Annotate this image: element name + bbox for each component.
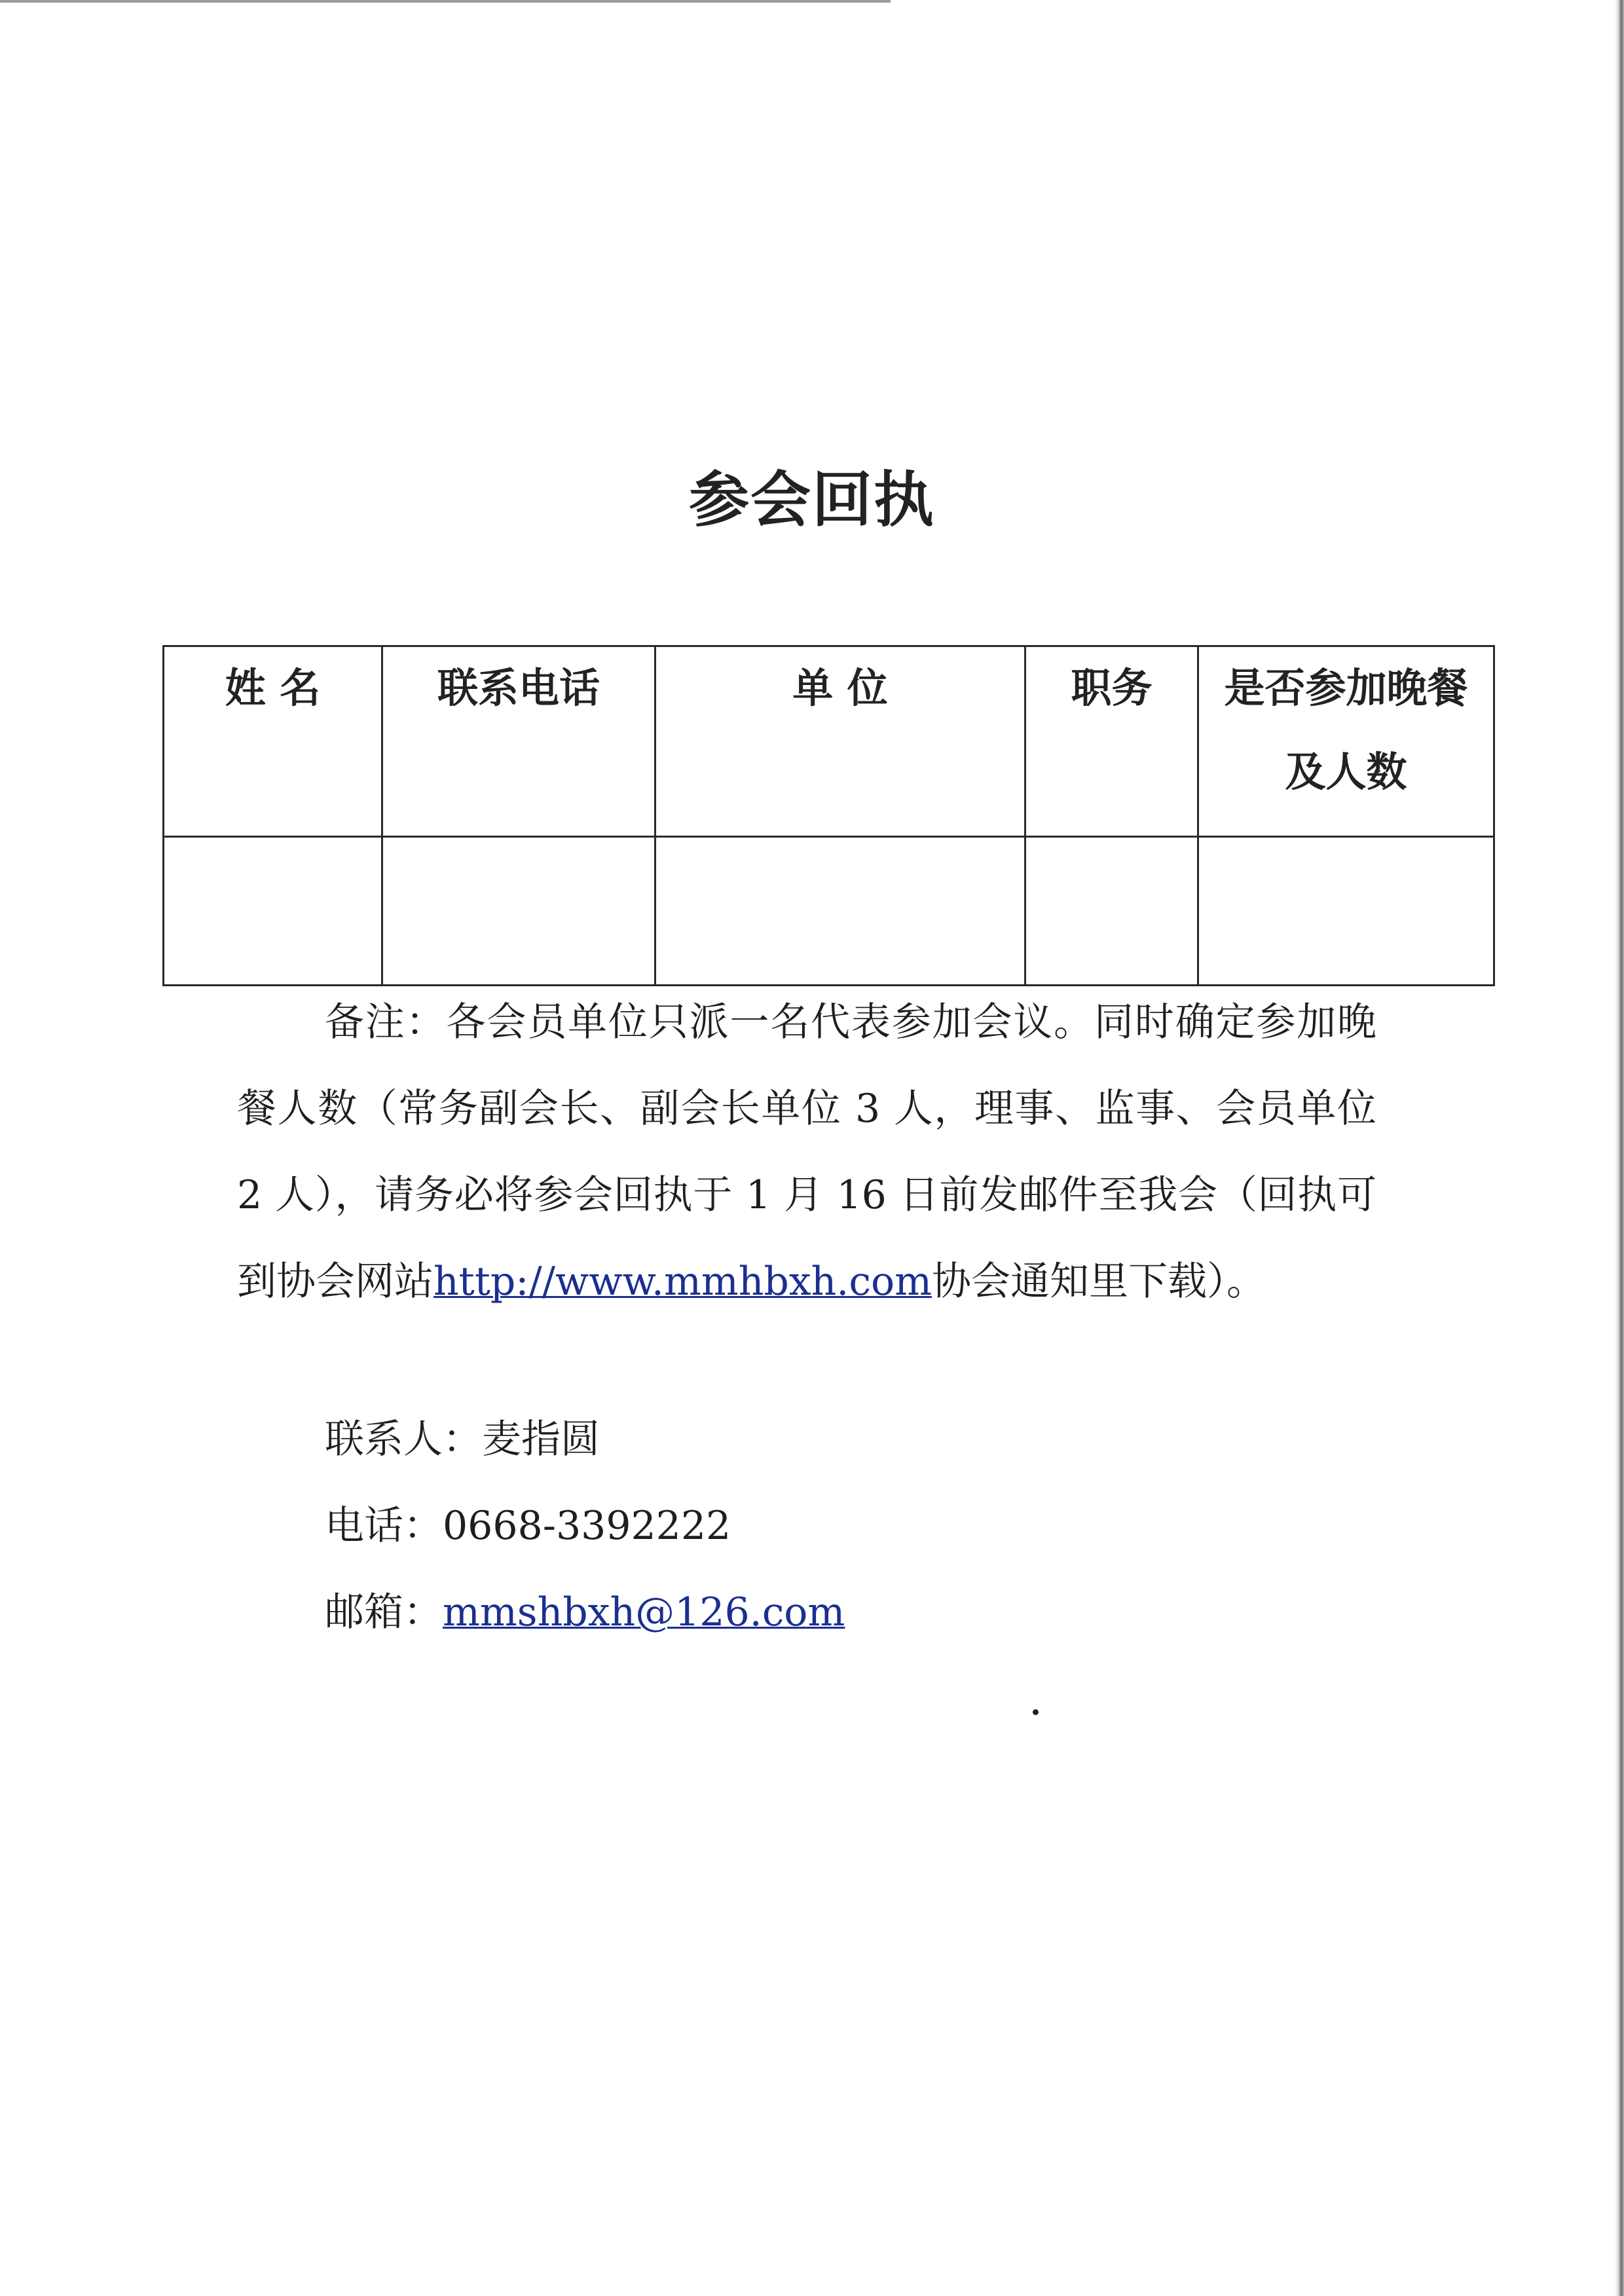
notes-text-tail: 协会通知里下载）。: [931, 1259, 1266, 1305]
cell-phone-input[interactable]: [382, 837, 655, 986]
table-row: [164, 837, 1494, 986]
notes-text: 备注：各会员单位只派一名代表参加会议。同时确定参加晚餐人数（常务副会长、副会长单位 3 人，理事、监事、会员单位 2 人），请务必将参会回执于 1 月 16 日前发邮件至我会（回执可到协会网站: [237, 999, 1376, 1305]
cell-dinner-input[interactable]: [1198, 837, 1494, 986]
scan-right-edge: [1615, 0, 1624, 2296]
header-position: 职务: [1025, 646, 1198, 837]
website-link[interactable]: http://www.mmhbxh.com: [434, 1259, 932, 1305]
contact-email-line: [325, 1586, 845, 1639]
header-dinner-attendance: 是否参加晚餐 及人数: [1198, 646, 1494, 837]
receipt-form-table: [162, 645, 1495, 986]
contact-person-name: 麦指圆: [482, 1416, 600, 1462]
header-phone: 联系电话: [382, 646, 655, 837]
contact-email-link[interactable]: mmshbxh@126.com: [443, 1589, 845, 1635]
cell-name-input[interactable]: [164, 837, 382, 986]
table-header-row: [164, 646, 1494, 837]
cell-organization-input[interactable]: [655, 837, 1025, 986]
contact-phone-line: [325, 1500, 731, 1552]
scan-speck: [1033, 1709, 1039, 1715]
contact-phone-label: 电话：: [325, 1503, 443, 1549]
header-name: 姓 名: [164, 646, 382, 837]
cell-position-input[interactable]: [1025, 837, 1198, 986]
contact-email-label: 邮箱：: [325, 1589, 443, 1635]
scan-top-edge: [0, 0, 891, 3]
contact-person-label: 联系人：: [325, 1416, 482, 1462]
header-organization: 单 位: [655, 646, 1025, 837]
page-title: 参会回执: [688, 465, 935, 535]
notes-paragraph: [237, 979, 1376, 1325]
contact-person-line: [325, 1413, 600, 1466]
contact-phone-number: 0668-3392222: [443, 1503, 731, 1549]
